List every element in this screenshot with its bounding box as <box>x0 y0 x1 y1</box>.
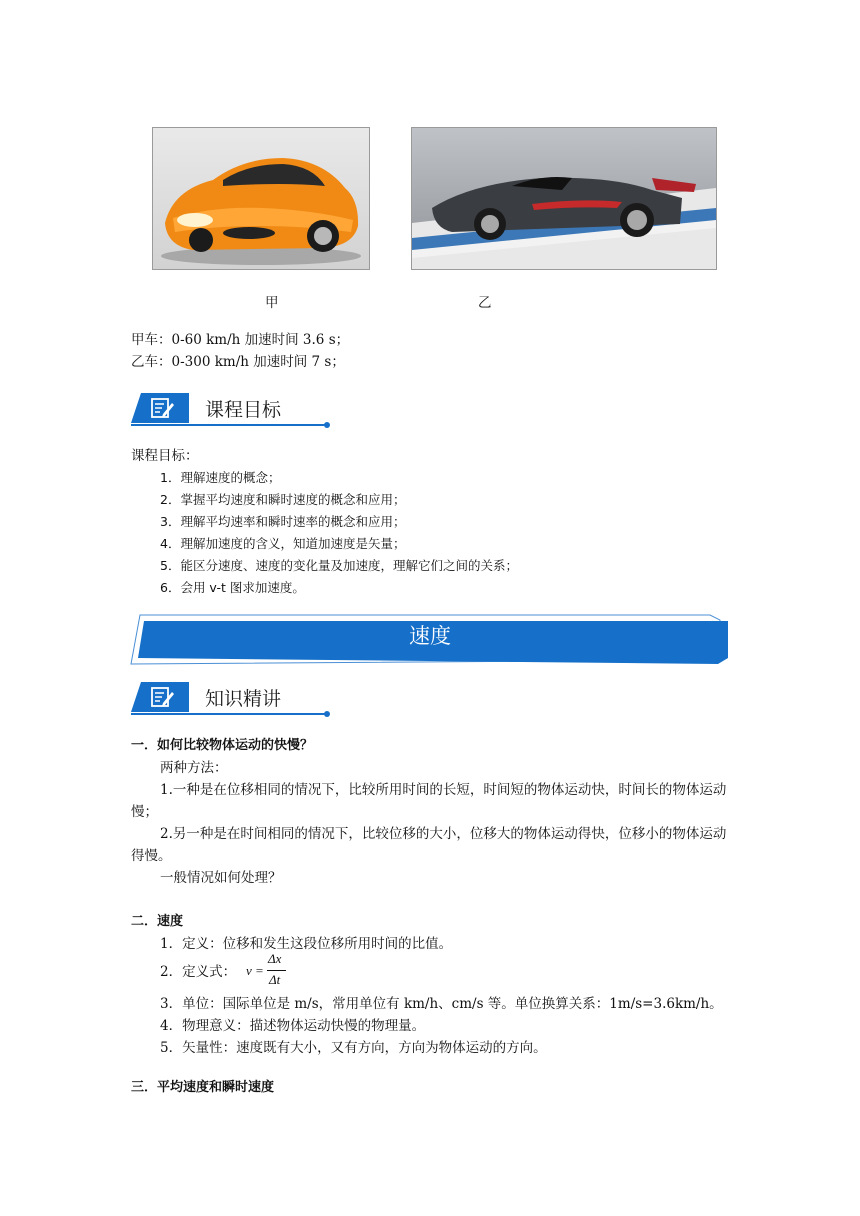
speed-item-unit: 3．单位：国际单位是 m/s，常用单位有 km/h、cm/s 等。单位换算关系：1m/s=3.6km/h。 <box>160 996 723 1012</box>
method-paragraph-2 <box>131 823 731 867</box>
speed-item-definition: 1．定义：位移和发生这段位移所用时间的比值。 <box>160 936 453 952</box>
method-text-1: 1.一种是在位移相同的情况下，比较所用时间的长短，时间短的物体运动快，时间长的物体运动慢； <box>131 782 727 820</box>
caption-jia: 甲 <box>265 295 279 311</box>
formula-denominator: Δt <box>269 972 281 987</box>
heading-speed: 二．速度 <box>131 914 184 929</box>
section-heading-goals <box>131 393 331 433</box>
caption-yi: 乙 <box>478 295 492 311</box>
goals-label: 课程目标： <box>131 448 199 464</box>
car-image-yi <box>411 127 717 270</box>
racing-car-illustration <box>412 128 716 269</box>
methods-intro: 两种方法： <box>160 760 228 776</box>
goal-item: 2．掌握平均速度和瞬时速度的概念和应用； <box>160 492 406 507</box>
car-image-jia <box>152 127 370 270</box>
goal-item: 6．会用 v-t 图求加速度。 <box>160 580 305 595</box>
banner-title: 速度 <box>409 624 451 648</box>
orange-car-illustration <box>153 128 369 269</box>
section-title: 知识精讲 <box>205 688 282 710</box>
section-heading-knowledge <box>131 682 331 722</box>
speed-item-formula-label: 2．定义式： <box>160 964 237 980</box>
heading-average-instant: 三．平均速度和瞬时速度 <box>131 1080 275 1095</box>
notepad-pencil-icon <box>151 686 175 708</box>
goal-item: 5．能区分速度、速度的变化量及加速度，理解它们之间的关系； <box>160 558 518 573</box>
goal-item: 1．理解速度的概念； <box>160 470 281 485</box>
speed-item-meaning: 4．物理意义：描述物体运动快慢的物理量。 <box>160 1018 426 1034</box>
formula-numerator: Δx <box>268 951 282 966</box>
heading-compare-speed: 一．如何比较物体运动的快慢？ <box>131 738 314 753</box>
general-question: 一般情况如何处理？ <box>160 870 282 886</box>
intro-line-1: 甲车：0-60 km/h 加速时间 3.6 s； <box>131 332 350 348</box>
method-paragraph-1 <box>131 779 731 823</box>
heading-underline-dot <box>324 422 330 428</box>
goal-item: 3．理解平均速率和瞬时速率的概念和应用； <box>160 514 406 529</box>
chapter-banner <box>130 614 730 666</box>
notepad-pencil-icon <box>151 397 175 419</box>
method-text-2: 2.另一种是在时间相同的情况下，比较位移的大小，位移大的物体运动得快，位移小的物体运动得慢。 <box>131 826 727 864</box>
section-title: 课程目标 <box>205 399 282 421</box>
intro-line-2: 乙车：0-300 km/h 加速时间 7 s； <box>131 354 345 370</box>
formula-lhs: v = <box>246 963 264 978</box>
speed-item-vector: 5．矢量性：速度既有大小，又有方向，方向为物体运动的方向。 <box>160 1040 547 1056</box>
heading-underline <box>131 424 327 426</box>
heading-underline <box>131 713 327 715</box>
heading-underline-dot <box>324 711 330 717</box>
goal-item: 4．理解加速度的含义，知道加速度是矢量； <box>160 536 406 551</box>
formula-fraction-bar <box>267 970 286 971</box>
